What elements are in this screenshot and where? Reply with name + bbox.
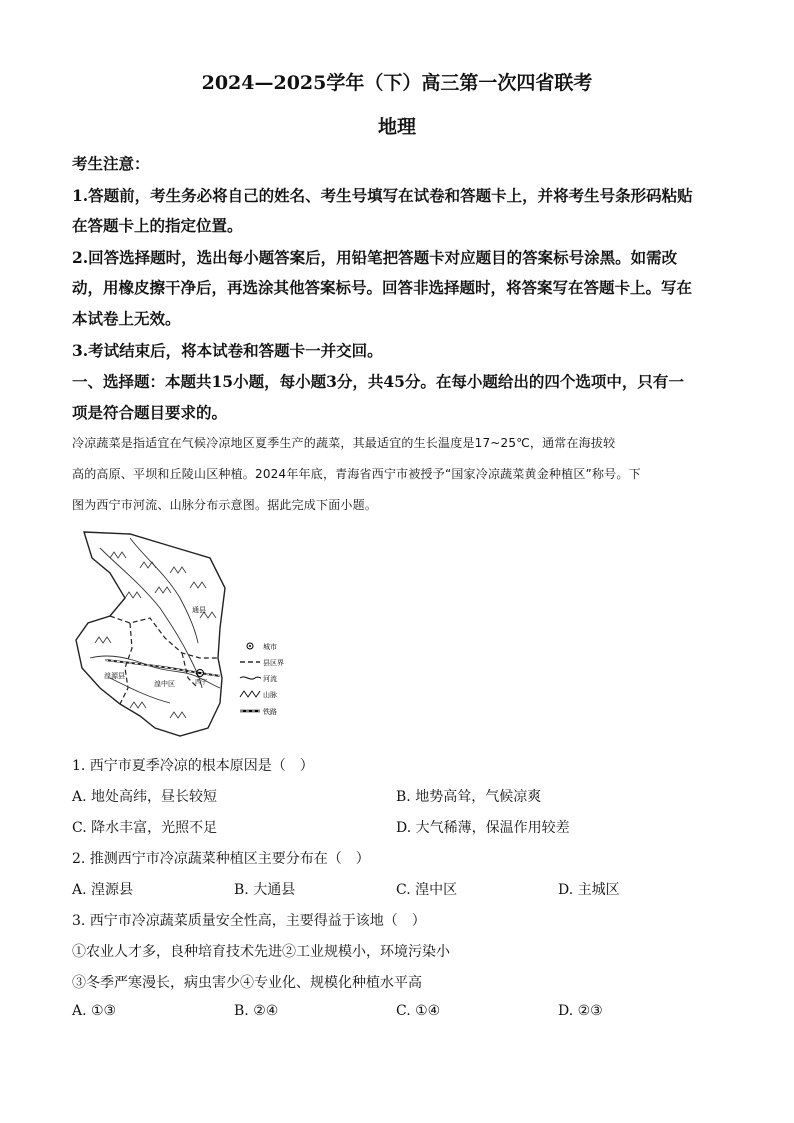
passage-line: 图为西宁市河流、山脉分布示意图。据此完成下面小题。 (72, 498, 378, 512)
legend-boundary: 县区界 (263, 659, 284, 667)
option: D. 大气稀薄，保温作用较差 (396, 820, 570, 836)
question-stem: 1. 西宁市夏季冷凉的根本原因是（ ） (72, 758, 314, 774)
passage-line: 高的高原、平坝和丘陵山区种植。2024年年底，青海省西宁市被授予“国家冷凉蔬菜黄金种植区”称号。下 (72, 467, 641, 481)
exam-subject: 地理 (377, 116, 416, 138)
label-huangyuan: 湟源县 (104, 672, 125, 680)
statement: ③冬季严寒漫长，病虫害少④专业化、规模化种植水平高 (72, 975, 422, 991)
legend-mountain-icon (240, 691, 260, 697)
notice-heading: 考生注意： (72, 154, 150, 173)
option: B. 大通县 (234, 882, 296, 898)
notice-line: 在答题卡上的指定位置。 (72, 216, 243, 235)
option: A. ①③ (72, 1003, 117, 1019)
question-stem: 2. 推测西宁市冷凉蔬菜种植区主要分布在（ ） (72, 851, 370, 867)
option: B. ②④ (234, 1003, 279, 1019)
map-boundary (76, 532, 225, 736)
option: C. 湟中区 (396, 882, 458, 898)
river (130, 538, 198, 643)
legend-river-icon (240, 677, 261, 679)
legend-river: 河流 (263, 675, 277, 683)
label-city: 西宁 (195, 679, 208, 686)
xining-map (70, 528, 310, 748)
option: C. ①④ (396, 1003, 441, 1019)
section-heading-cont: 项是符合题目要求的。 (72, 403, 228, 422)
option: D. 主城区 (558, 882, 620, 898)
exam-title: 2024—2025学年（下）高三第一次四省联考 (201, 72, 593, 94)
label-datong: 通县 (192, 606, 206, 614)
question-stem: 3. 西宁市冷凉蔬菜质量安全性高，主要得益于该地（ ） (72, 913, 426, 929)
option: A. 湟源县 (72, 882, 134, 898)
option: D. ②③ (558, 1003, 603, 1019)
option: B. 地势高耸，气候凉爽 (396, 789, 542, 805)
label-huangzhong: 湟中区 (154, 680, 175, 688)
notice-line: 1.答题前，考生务必将自己的姓名、考生号填写在试卷和答题卡上，并将考生号条形码粘贴 (72, 186, 693, 205)
option: C. 降水丰富，光照不足 (72, 820, 218, 836)
legend-railway: 铁路 (263, 708, 277, 716)
passage-line: 冷凉蔬菜是指适宜在气候冷凉地区夏季生产的蔬菜，其最适宜的生长温度是17~25℃，通常在海拔较 (72, 436, 616, 450)
map-legend (240, 642, 284, 716)
county-boundary (110, 616, 218, 658)
legend-mountain: 山脉 (263, 691, 277, 699)
option: A. 地处高纬，昼长较短 (72, 789, 218, 805)
notice-line: 2.回答选择题时，选出每小题答案后，用铅笔把答题卡对应题目的答案标号涂黑。如需改 (72, 248, 678, 267)
statement: ①农业人才多，良种培育技术先进②工业规模小，环境污染小 (72, 944, 450, 960)
notice-line: 动，用橡皮擦干净后，再选涂其他答案标号。回答非选择题时，将答案写在答题卡上。写在 (72, 278, 693, 297)
notice-line: 3.考试结束后，将本试卷和答题卡一并交回。 (72, 341, 383, 360)
section-heading: 一、选择题：本题共15小题，每小题3分，共45分。在每小题给出的四个选项中，只有一 (72, 372, 684, 391)
river (100, 548, 202, 688)
legend-city: 城市 (263, 643, 277, 651)
notice-line: 本试卷上无效。 (72, 309, 181, 328)
